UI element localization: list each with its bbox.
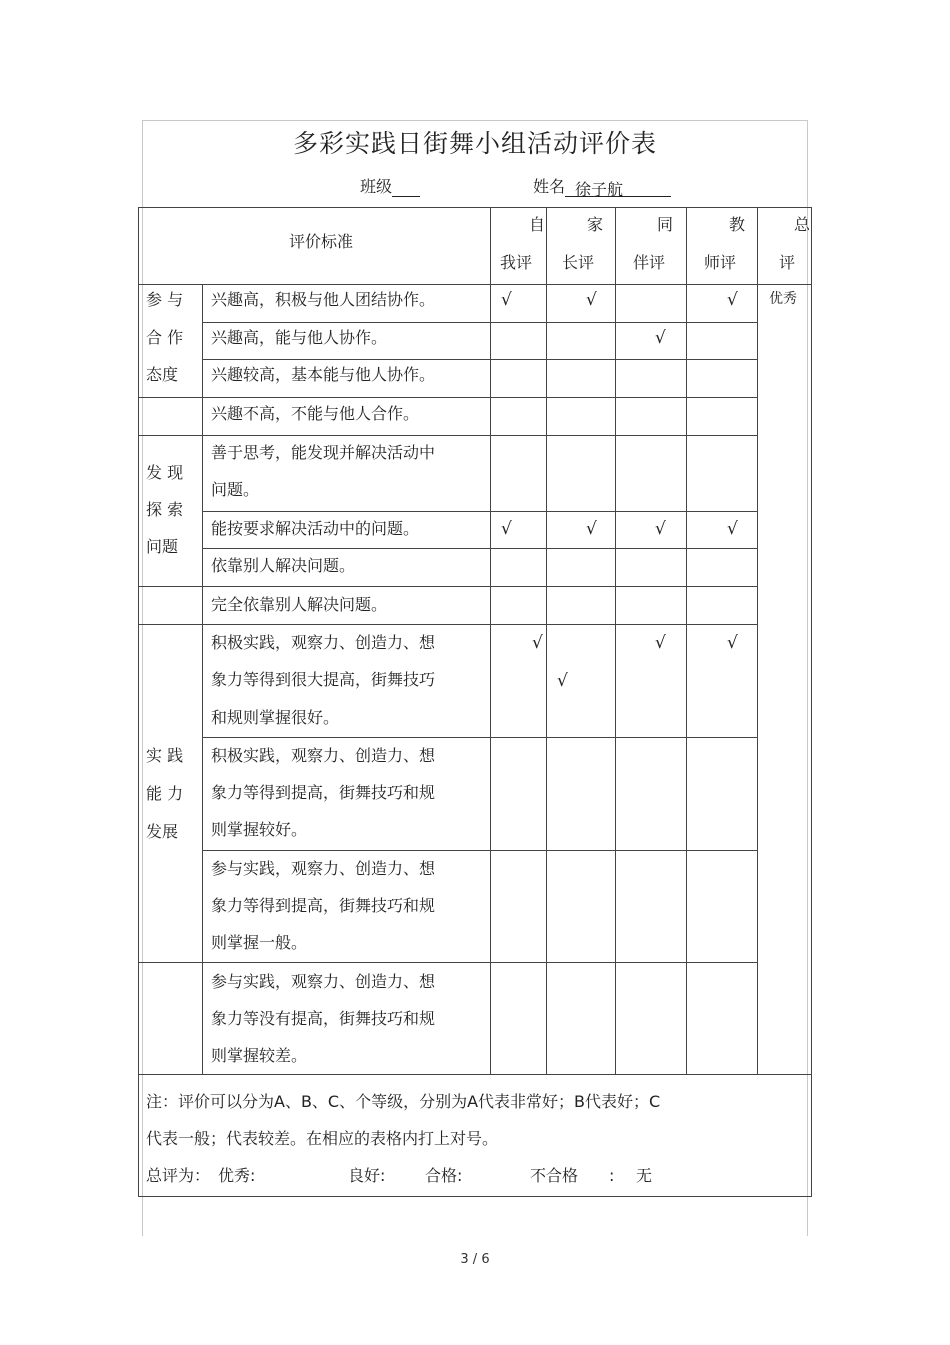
evaluation-table xyxy=(138,207,812,1197)
check-mark: √ xyxy=(532,633,543,653)
page-title: 多彩实践日街舞小组活动评价表 xyxy=(292,129,657,158)
note-line-2: 代表一般；代表较差。在相应的表格内打上对号。 xyxy=(146,1129,499,1148)
criterion-text: 象力等得到提高，街舞技巧和规 xyxy=(211,896,436,915)
divider xyxy=(139,1074,811,1075)
class-field xyxy=(360,174,420,197)
category-practice-2: 能 力 xyxy=(146,784,184,803)
name-field xyxy=(533,174,671,197)
category-participation-2: 合 作 xyxy=(146,328,184,347)
criterion-text: 依靠别人解决问题。 xyxy=(211,556,356,575)
summary-label: 总评为： xyxy=(146,1166,211,1185)
summary-colon: : xyxy=(609,1166,615,1185)
check-mark: √ xyxy=(727,633,738,653)
summary-pass: 合格: xyxy=(425,1166,463,1185)
criterion-text: 兴趣高，能与他人协作。 xyxy=(211,328,388,347)
total-header-1: 总 xyxy=(794,215,811,234)
summary-fail-value: 无 xyxy=(636,1166,653,1185)
peer-header-1: 同 xyxy=(657,215,674,234)
teacher-header-2: 师评 xyxy=(704,253,737,272)
category-participation-3: 态度 xyxy=(146,365,179,384)
category-discovery-2: 探 索 xyxy=(146,500,184,519)
name-label: 姓名 xyxy=(533,177,566,196)
teacher-header-1: 教 xyxy=(729,215,746,234)
criterion-text: 象力等没有提高，街舞技巧和规 xyxy=(211,1009,436,1028)
check-mark: √ xyxy=(727,290,738,310)
category-practice-3: 发展 xyxy=(146,822,179,841)
category-practice-1: 实 践 xyxy=(146,746,184,765)
criterion-text: 善于思考，能发现并解决活动中 xyxy=(211,443,436,462)
peer-header-2: 伴评 xyxy=(633,253,666,272)
divider xyxy=(202,285,203,1075)
summary-good: 良好: xyxy=(348,1166,386,1185)
check-mark: √ xyxy=(586,519,597,539)
criterion-text: 兴趣不高，不能与他人合作。 xyxy=(211,404,420,423)
criterion-text: 参与实践，观察力、创造力、想 xyxy=(211,972,436,991)
criterion-text: 积极实践，观察力、创造力、想 xyxy=(211,633,436,652)
check-mark: √ xyxy=(655,328,666,348)
total-header-2: 评 xyxy=(779,253,796,272)
criterion-text: 和规则掌握很好。 xyxy=(211,708,340,727)
criterion-text: 象力等得到提高，街舞技巧和规 xyxy=(211,783,436,802)
criterion-text: 参与实践，观察力、创造力、想 xyxy=(211,859,436,878)
divider xyxy=(615,208,616,1075)
criterion-text: 象力等得到很大提高，街舞技巧 xyxy=(211,670,436,689)
check-mark: √ xyxy=(501,290,512,310)
category-participation-1: 参 与 xyxy=(146,290,184,309)
check-mark: √ xyxy=(501,519,512,539)
criterion-text: 则掌握一般。 xyxy=(211,933,308,952)
criterion-text: 则掌握较差。 xyxy=(211,1046,308,1065)
criterion-text: 能按要求解决活动中的问题。 xyxy=(211,519,420,538)
divider xyxy=(490,208,491,1075)
divider xyxy=(686,208,687,1075)
criterion-text: 问题。 xyxy=(211,480,260,499)
divider xyxy=(757,208,758,1075)
page-number: 3 / 6 xyxy=(460,1252,490,1267)
check-mark: √ xyxy=(655,633,666,653)
self-header-2: 我评 xyxy=(500,253,533,272)
note-line-1: 注：评价可以分为A、B、C、个等级，分别为A代表非常好；B代表好；C xyxy=(146,1092,661,1111)
self-header-1: 自 xyxy=(529,215,546,234)
name-value: 徐子航 xyxy=(565,177,671,197)
total-rating: 优秀 xyxy=(769,291,797,307)
parent-header-2: 长评 xyxy=(562,253,595,272)
summary-fail: 不合格 xyxy=(530,1166,579,1185)
class-value xyxy=(392,176,420,197)
parent-header-1: 家 xyxy=(587,215,604,234)
category-discovery-1: 发 现 xyxy=(146,463,184,482)
class-label: 班级 xyxy=(360,177,393,196)
summary-excellent: 优秀: xyxy=(218,1166,256,1185)
check-mark: √ xyxy=(655,519,666,539)
criterion-text: 兴趣高，积极与他人团结协作。 xyxy=(211,290,436,309)
criterion-text: 积极实践，观察力、创造力、想 xyxy=(211,746,436,765)
criterion-text: 完全依靠别人解决问题。 xyxy=(211,595,388,614)
criterion-text: 则掌握较好。 xyxy=(211,820,308,839)
divider xyxy=(546,208,547,1075)
check-mark: √ xyxy=(557,671,568,691)
check-mark: √ xyxy=(727,519,738,539)
criteria-header: 评价标准 xyxy=(289,232,354,251)
criterion-text: 兴趣较高，基本能与他人协作。 xyxy=(211,365,436,384)
check-mark: √ xyxy=(586,290,597,310)
category-discovery-3: 问题 xyxy=(146,537,179,556)
